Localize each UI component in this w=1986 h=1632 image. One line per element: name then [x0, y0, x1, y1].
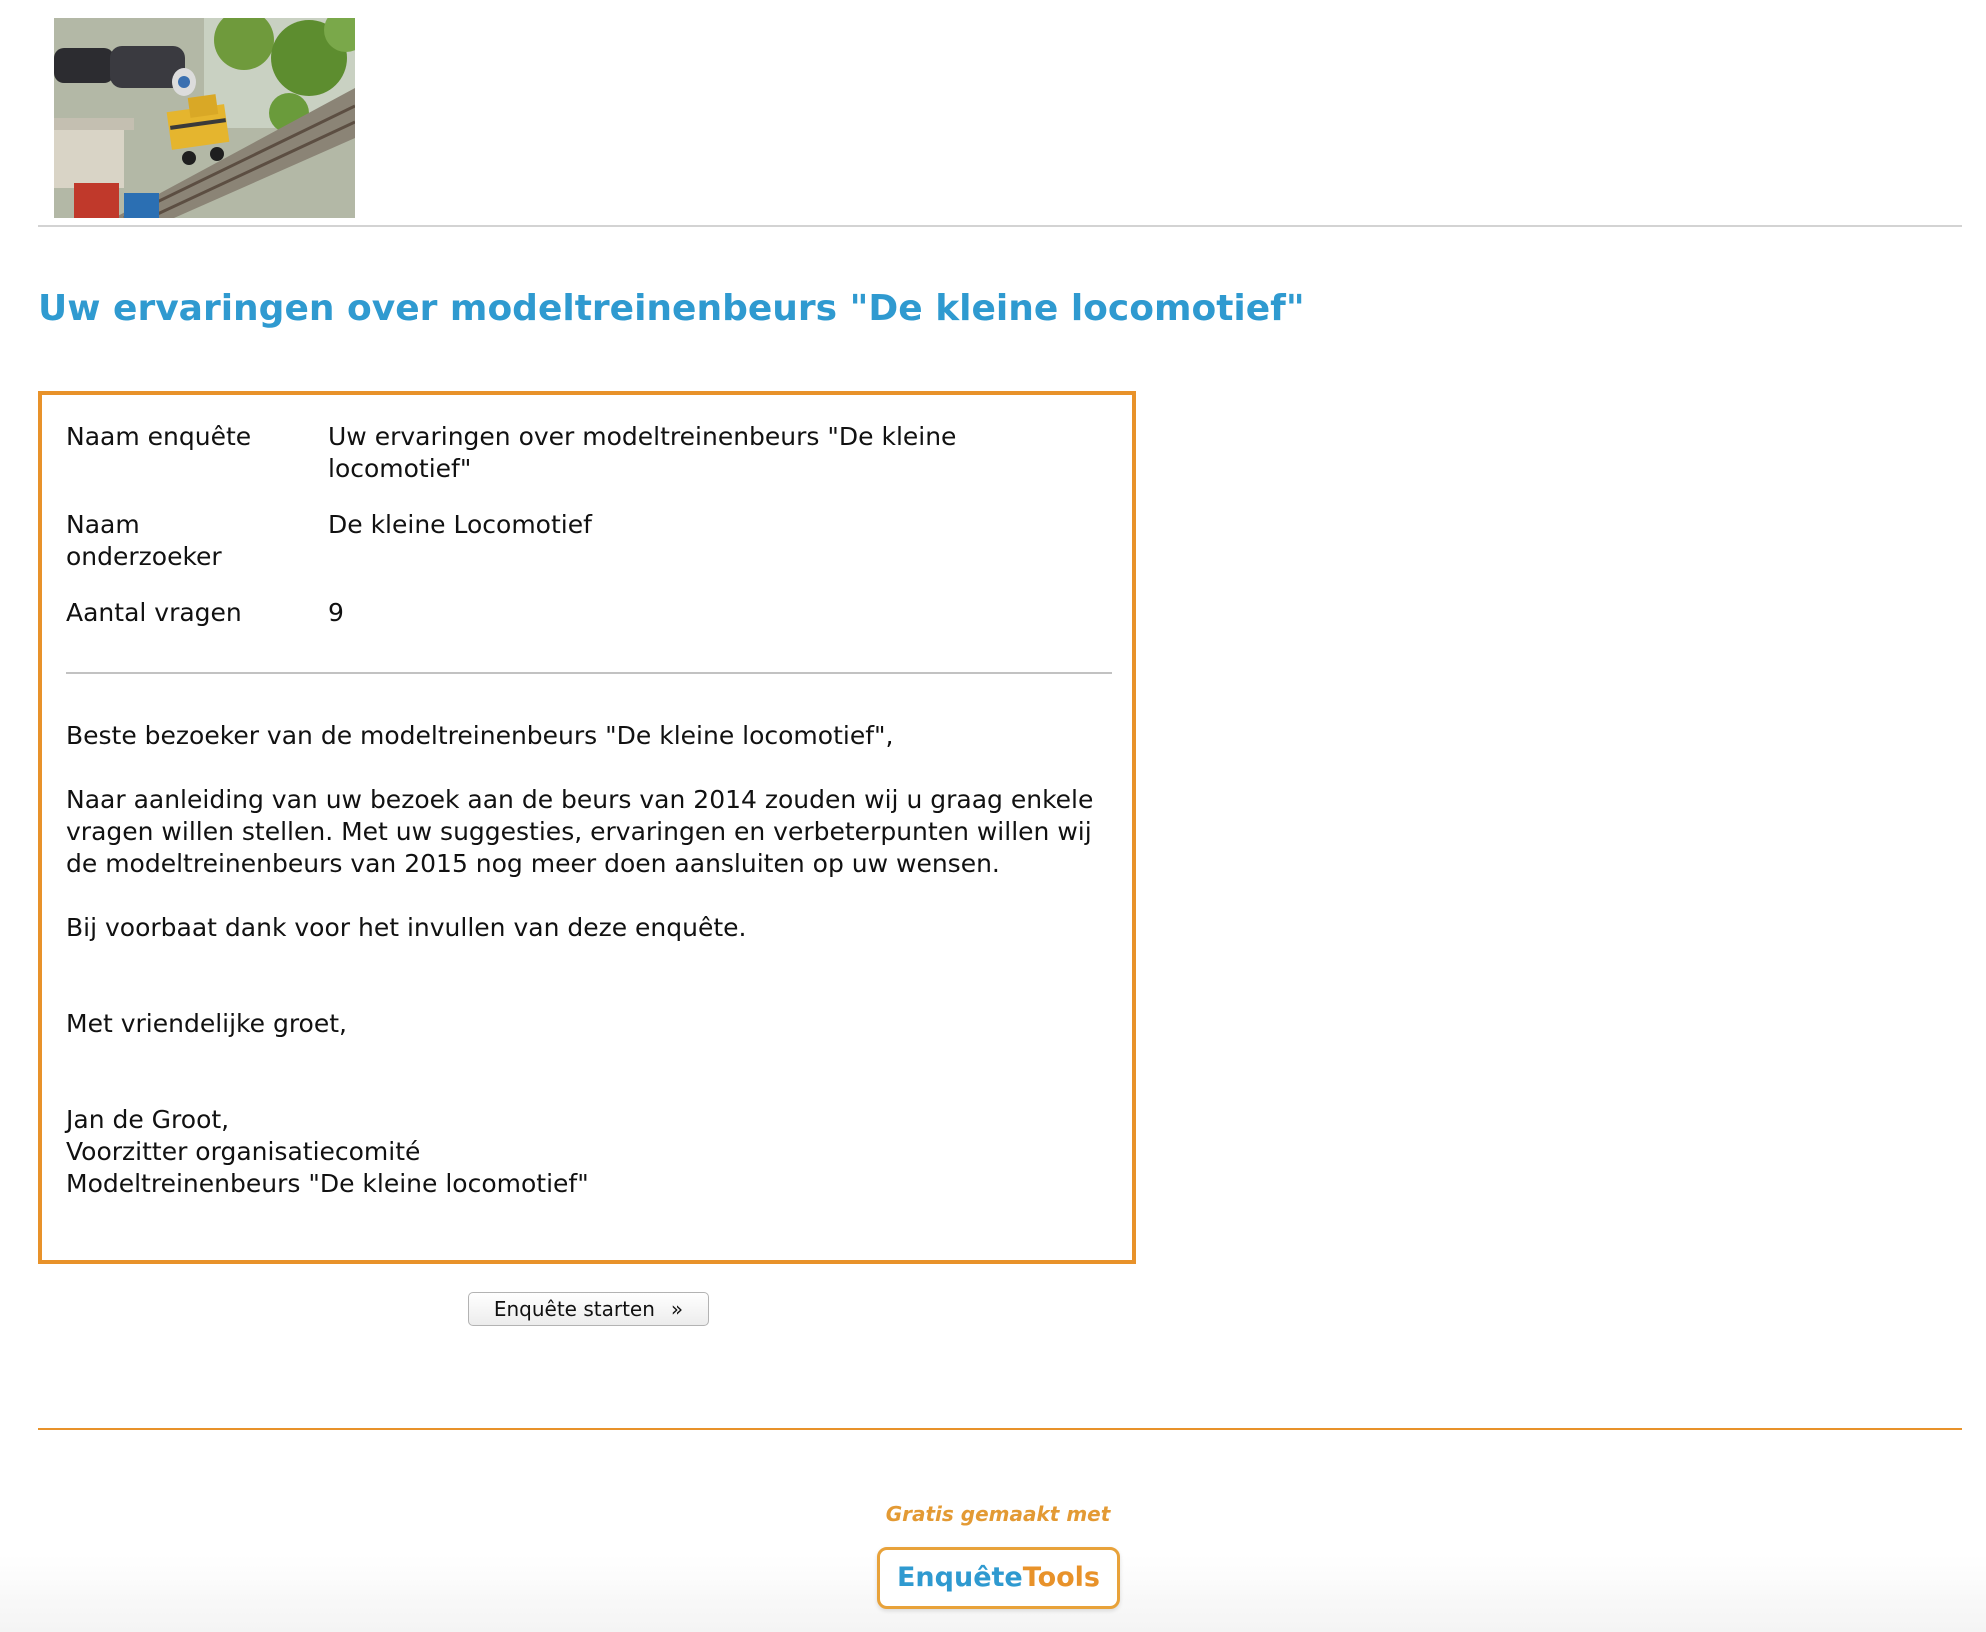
start-survey-label: Enquête starten: [493, 1297, 655, 1321]
page-title: Uw ervaringen over modeltreinenbeurs "De kleine locomotief": [38, 288, 1305, 329]
made-with-text: Gratis gemaakt met: [885, 1502, 1111, 1526]
enquetetools-logo-link[interactable]: [877, 1547, 1120, 1609]
logo-text-tools: Tools: [1022, 1562, 1100, 1593]
spacer: [66, 752, 1116, 784]
intro-greeting: Beste bezoeker van de modeltreinenbeurs "De kleine locomotief",: [66, 721, 894, 750]
signer-org: Modeltreinenbeurs "De kleine locomotief": [66, 1169, 589, 1198]
meta-row-survey-name: [66, 421, 1112, 509]
intro-closing: Met vriendelijke groet,: [66, 1009, 347, 1038]
survey-meta-table: [66, 421, 1112, 653]
start-survey-button[interactable]: [468, 1292, 709, 1326]
spacer: [66, 880, 1116, 912]
survey-info-card: [38, 391, 1136, 1264]
meta-row-question-count: [66, 597, 1112, 653]
meta-label-survey-name: Naam enquête: [66, 422, 252, 451]
logo-text-enquete: Enquête: [896, 1562, 1023, 1593]
survey-name-text: Uw ervaringen over modeltreinenbeurs "De kleine locomotief": [328, 422, 957, 483]
signer-role: Voorzitter organisatiecomité: [66, 1137, 421, 1166]
meta-value-survey-name: [328, 421, 1112, 509]
header-train-photo: [54, 18, 355, 218]
intro-body: Naar aanleiding van uw bezoek aan de beurs van 2014 zouden wij u graag enkele vragen willen stellen. Met uw suggesties, ervaringen en verbeterpunten willen wij de modeltreinenbeurs van 2015 nog meer doen aansluiten op uw wensen.: [66, 785, 1094, 878]
spacer: [66, 1040, 1116, 1104]
researcher-label-text: Naam onderzoeker: [66, 510, 222, 571]
meta-label-researcher: [66, 509, 328, 597]
intro-thanks: Bij voorbaat dank voor het invullen van deze enquête.: [66, 913, 747, 942]
card-divider: [66, 672, 1112, 674]
meta-value-question-count: 9: [328, 598, 344, 627]
meta-label-question-count: Aantal vragen: [66, 598, 242, 627]
intro-text: [66, 720, 1116, 1200]
meta-row-researcher: [66, 509, 1112, 597]
footer-divider: [38, 1428, 1962, 1430]
spacer: [66, 944, 1116, 1008]
signer-name: Jan de Groot,: [66, 1105, 230, 1134]
meta-value-researcher: De kleine Locomotief: [328, 510, 592, 539]
header-divider: [38, 225, 1962, 227]
double-chevron-right-icon: »: [670, 1297, 684, 1321]
